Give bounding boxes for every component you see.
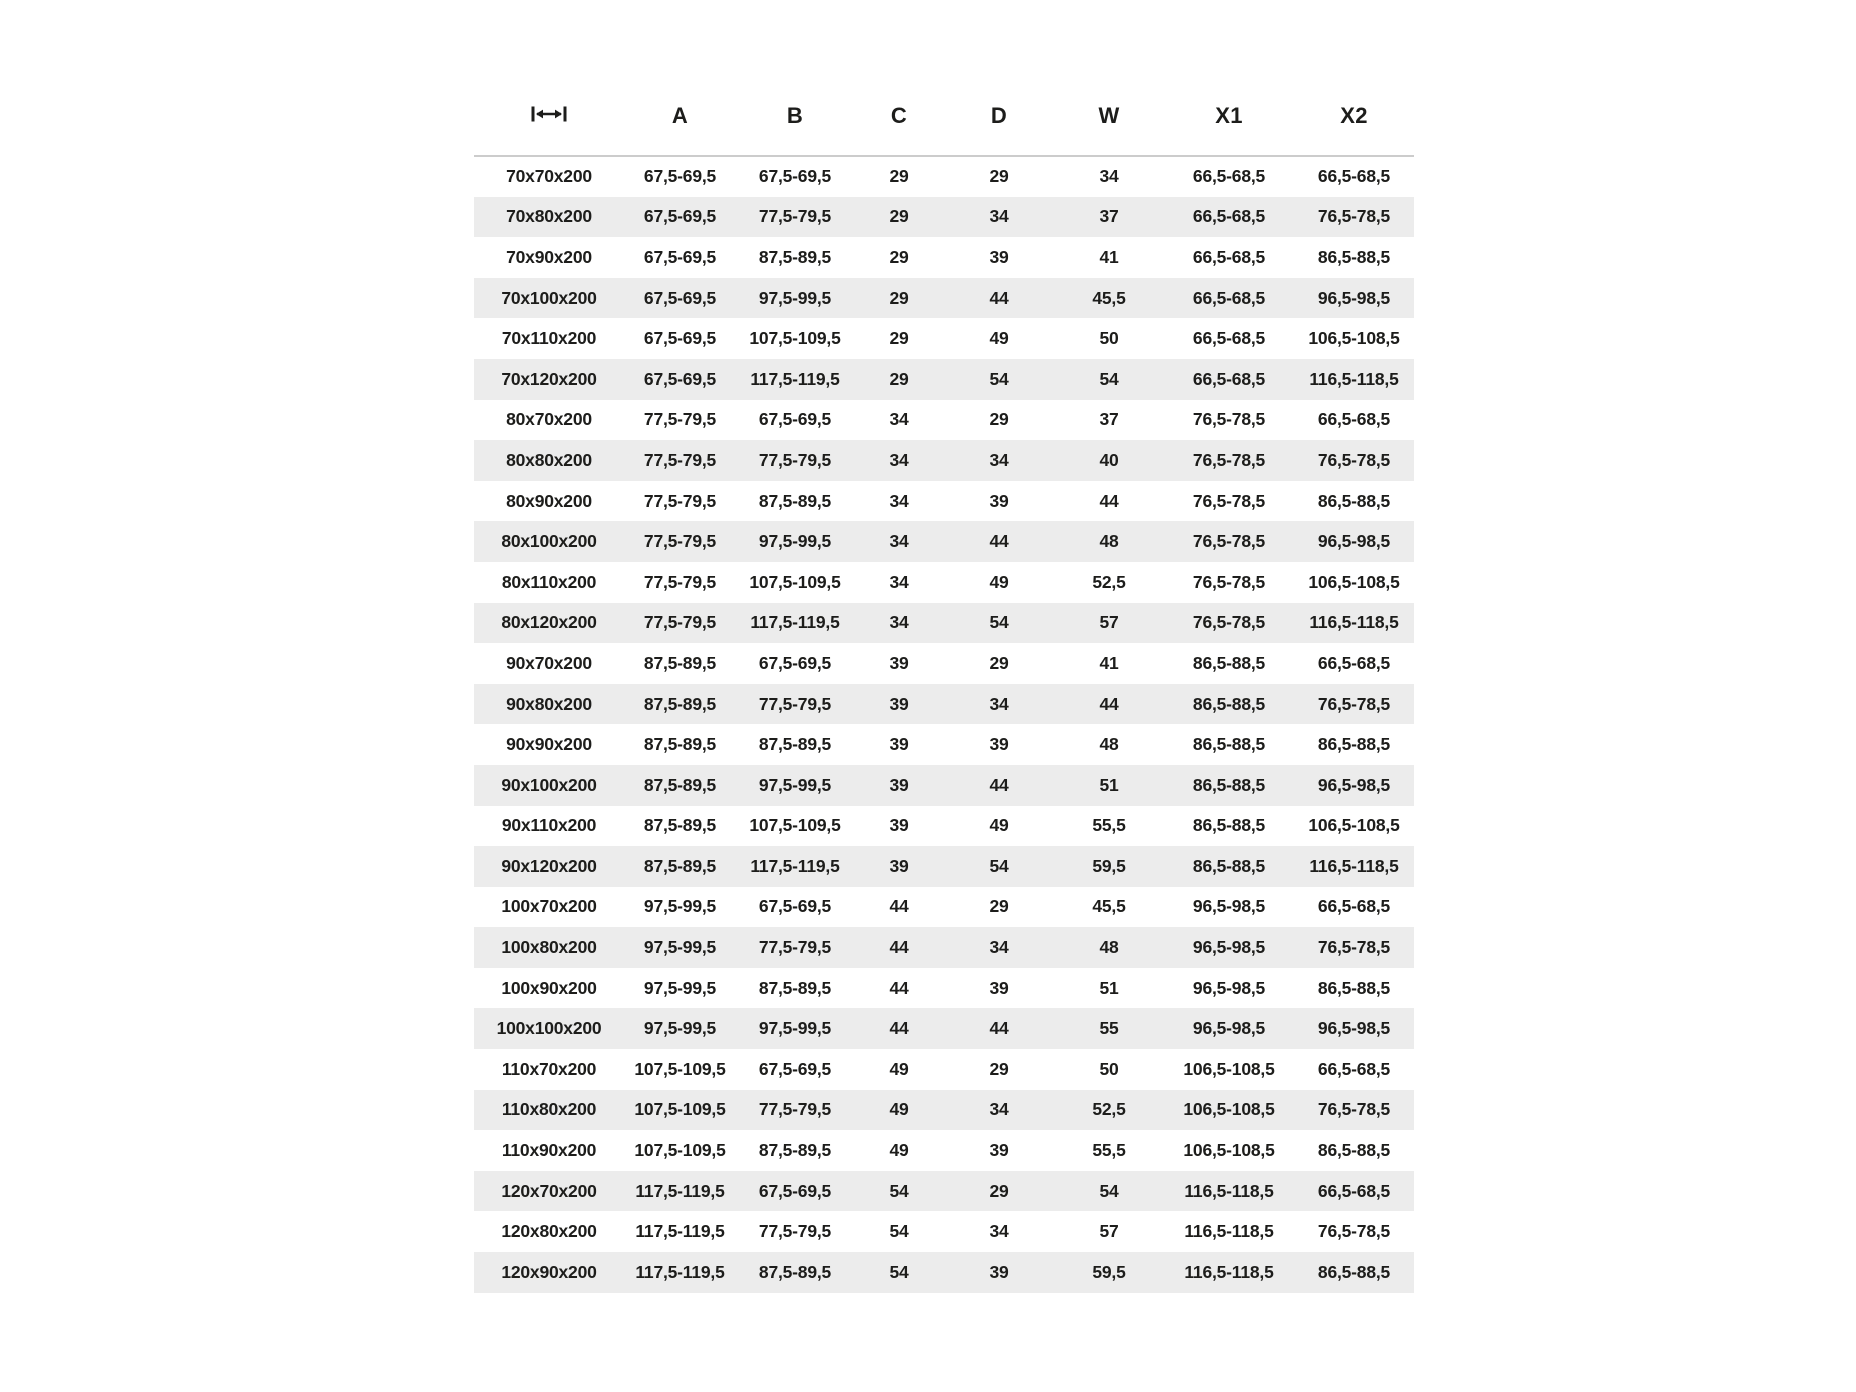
cell-x2: 96,5-98,5 (1317, 531, 1391, 552)
cell-d: 54 (989, 368, 1009, 389)
cell-d: 49 (989, 571, 1009, 592)
table-row (474, 643, 1414, 684)
cell-size: 90x80x200 (506, 693, 592, 714)
cell-x1: 106,5-108,5 (1183, 1099, 1275, 1120)
cell-x1: 106,5-108,5 (1183, 1140, 1275, 1161)
cell-b: 77,5-79,5 (758, 937, 832, 958)
column-header-d: D (944, 76, 1054, 156)
cell-x2: 86,5-88,5 (1317, 490, 1391, 511)
cell-x1: 76,5-78,5 (1192, 531, 1266, 552)
cell-b: 107,5-109,5 (749, 571, 841, 592)
cell-x2: 106,5-108,5 (1308, 571, 1400, 592)
cell-a: 87,5-89,5 (643, 815, 717, 836)
cell-b: 67,5-69,5 (758, 1058, 832, 1079)
cell-c: 44 (889, 977, 909, 998)
cell-x2: 76,5-78,5 (1317, 1221, 1391, 1242)
table-row (474, 562, 1414, 603)
cell-b: 97,5-99,5 (758, 287, 832, 308)
table-row (474, 968, 1414, 1009)
cell-w: 52,5 (1092, 571, 1126, 592)
cell-a: 67,5-69,5 (643, 206, 717, 227)
table-row (474, 156, 1414, 197)
cell-c: 39 (889, 774, 909, 795)
table-row (474, 1171, 1414, 1212)
cell-size: 90x100x200 (501, 774, 597, 795)
table-row (474, 440, 1414, 481)
cell-x2: 106,5-108,5 (1308, 815, 1400, 836)
cell-x2: 76,5-78,5 (1317, 937, 1391, 958)
dimensions-table-container (474, 76, 1414, 1293)
cell-a: 107,5-109,5 (634, 1058, 726, 1079)
cell-c: 39 (889, 693, 909, 714)
cell-w: 55,5 (1092, 1140, 1126, 1161)
cell-c: 34 (889, 490, 909, 511)
cell-size: 90x70x200 (506, 652, 592, 673)
cell-w: 40 (1099, 449, 1119, 470)
cell-b: 87,5-89,5 (758, 1261, 832, 1282)
column-header-x2: X2 (1294, 76, 1414, 156)
cell-b: 107,5-109,5 (749, 328, 841, 349)
cell-w: 50 (1099, 1058, 1119, 1079)
cell-d: 39 (989, 1140, 1009, 1161)
cell-size: 70x120x200 (501, 368, 597, 389)
cell-x2: 86,5-88,5 (1317, 977, 1391, 998)
cell-b: 67,5-69,5 (758, 166, 832, 187)
table-row (474, 1130, 1414, 1171)
cell-x1: 96,5-98,5 (1192, 937, 1266, 958)
cell-a: 117,5-119,5 (635, 1261, 725, 1282)
cell-x1: 86,5-88,5 (1192, 774, 1266, 795)
cell-w: 54 (1099, 1180, 1119, 1201)
cell-a: 87,5-89,5 (643, 774, 717, 795)
cell-d: 29 (989, 1058, 1009, 1079)
cell-x1: 66,5-68,5 (1192, 206, 1266, 227)
cell-x2: 76,5-78,5 (1317, 1099, 1391, 1120)
dimensions-table (474, 76, 1414, 1293)
table-body (474, 156, 1414, 1293)
cell-x2: 86,5-88,5 (1317, 1261, 1391, 1282)
cell-c: 29 (889, 328, 909, 349)
cell-x2: 86,5-88,5 (1317, 246, 1391, 267)
table-row (474, 197, 1414, 238)
cell-x2: 76,5-78,5 (1317, 206, 1391, 227)
cell-w: 34 (1099, 166, 1119, 187)
cell-x1: 96,5-98,5 (1192, 896, 1266, 917)
cell-a: 77,5-79,5 (643, 571, 717, 592)
cell-x2: 116,5-118,5 (1309, 612, 1399, 633)
cell-c: 54 (889, 1261, 909, 1282)
table-row (474, 1008, 1414, 1049)
cell-x2: 66,5-68,5 (1317, 1058, 1391, 1079)
cell-c: 39 (889, 855, 909, 876)
cell-x2: 66,5-68,5 (1317, 896, 1391, 917)
cell-c: 29 (889, 206, 909, 227)
cell-x2: 96,5-98,5 (1317, 1018, 1391, 1039)
cell-size: 80x120x200 (501, 612, 597, 633)
cell-x1: 116,5-118,5 (1184, 1221, 1274, 1242)
cell-size: 120x80x200 (501, 1221, 597, 1242)
cell-c: 49 (889, 1140, 909, 1161)
cell-a: 117,5-119,5 (635, 1180, 725, 1201)
cell-b: 77,5-79,5 (758, 449, 832, 470)
cell-d: 29 (989, 652, 1009, 673)
table-row (474, 724, 1414, 765)
cell-x1: 116,5-118,5 (1184, 1261, 1274, 1282)
cell-size: 100x70x200 (501, 896, 597, 917)
cell-c: 49 (889, 1099, 909, 1120)
cell-d: 44 (989, 774, 1009, 795)
cell-b: 87,5-89,5 (758, 977, 832, 998)
cell-w: 50 (1099, 328, 1119, 349)
cell-d: 49 (989, 328, 1009, 349)
cell-d: 34 (989, 937, 1009, 958)
cell-d: 29 (989, 166, 1009, 187)
cell-a: 77,5-79,5 (643, 409, 717, 430)
cell-w: 51 (1099, 977, 1119, 998)
cell-w: 48 (1099, 937, 1119, 958)
cell-b: 77,5-79,5 (758, 206, 832, 227)
cell-x1: 66,5-68,5 (1192, 368, 1266, 389)
column-header-size (474, 76, 624, 156)
cell-b: 67,5-69,5 (758, 1180, 832, 1201)
cell-w: 48 (1099, 734, 1119, 755)
cell-x2: 116,5-118,5 (1309, 368, 1399, 389)
cell-size: 100x100x200 (496, 1018, 602, 1039)
cell-size: 110x90x200 (501, 1140, 597, 1161)
column-header-w: W (1054, 76, 1164, 156)
cell-c: 29 (889, 368, 909, 389)
table-row (474, 927, 1414, 968)
cell-size: 90x110x200 (501, 815, 597, 836)
cell-d: 29 (989, 1180, 1009, 1201)
cell-b: 87,5-89,5 (758, 246, 832, 267)
cell-size: 70x110x200 (501, 328, 597, 349)
column-header-c: C (854, 76, 944, 156)
cell-x1: 66,5-68,5 (1192, 166, 1266, 187)
table-row (474, 1252, 1414, 1293)
cell-d: 44 (989, 287, 1009, 308)
cell-w: 44 (1099, 490, 1119, 511)
cell-d: 34 (989, 693, 1009, 714)
cell-w: 55,5 (1092, 815, 1126, 836)
cell-b: 97,5-99,5 (758, 531, 832, 552)
cell-d: 39 (989, 977, 1009, 998)
cell-a: 97,5-99,5 (643, 977, 717, 998)
header-row (474, 76, 1414, 156)
cell-x1: 86,5-88,5 (1192, 815, 1266, 836)
cell-size: 80x80x200 (506, 449, 592, 470)
cell-b: 77,5-79,5 (758, 1099, 832, 1120)
table-row (474, 1049, 1414, 1090)
cell-w: 59,5 (1092, 1261, 1126, 1282)
cell-d: 34 (989, 449, 1009, 470)
table-row (474, 400, 1414, 441)
cell-b: 87,5-89,5 (758, 1140, 832, 1161)
cell-size: 100x80x200 (501, 937, 597, 958)
column-header-b: B (736, 76, 854, 156)
cell-x1: 66,5-68,5 (1192, 328, 1266, 349)
cell-size: 80x70x200 (506, 409, 592, 430)
cell-a: 67,5-69,5 (643, 287, 717, 308)
cell-c: 44 (889, 1018, 909, 1039)
cell-x2: 76,5-78,5 (1317, 449, 1391, 470)
cell-x2: 76,5-78,5 (1317, 693, 1391, 714)
cell-d: 34 (989, 1221, 1009, 1242)
cell-size: 90x120x200 (501, 855, 597, 876)
table-row (474, 846, 1414, 887)
cell-a: 97,5-99,5 (643, 937, 717, 958)
cell-x1: 76,5-78,5 (1192, 571, 1266, 592)
cell-d: 54 (989, 612, 1009, 633)
table-row (474, 318, 1414, 359)
cell-w: 41 (1099, 652, 1119, 673)
cell-w: 45,5 (1092, 287, 1126, 308)
cell-w: 45,5 (1092, 896, 1126, 917)
cell-d: 39 (989, 490, 1009, 511)
cell-d: 29 (989, 896, 1009, 917)
cell-x1: 66,5-68,5 (1192, 246, 1266, 267)
cell-b: 77,5-79,5 (758, 693, 832, 714)
cell-w: 59,5 (1092, 855, 1126, 876)
table-row (474, 1211, 1414, 1252)
cell-size: 70x100x200 (501, 287, 597, 308)
cell-d: 34 (989, 1099, 1009, 1120)
cell-size: 80x100x200 (501, 531, 597, 552)
cell-a: 77,5-79,5 (643, 449, 717, 470)
cell-c: 34 (889, 449, 909, 470)
cell-w: 57 (1099, 612, 1119, 633)
cell-w: 51 (1099, 774, 1119, 795)
cell-x1: 66,5-68,5 (1192, 287, 1266, 308)
cell-size: 120x90x200 (501, 1261, 597, 1282)
cell-a: 117,5-119,5 (635, 1221, 725, 1242)
column-header-a: A (624, 76, 736, 156)
cell-a: 77,5-79,5 (643, 612, 717, 633)
table-row (474, 237, 1414, 278)
cell-c: 34 (889, 571, 909, 592)
cell-a: 67,5-69,5 (643, 368, 717, 389)
cell-w: 54 (1099, 368, 1119, 389)
cell-w: 37 (1099, 409, 1119, 430)
cell-w: 55 (1099, 1018, 1119, 1039)
cell-x1: 76,5-78,5 (1192, 612, 1266, 633)
cell-x1: 86,5-88,5 (1192, 652, 1266, 673)
cell-size: 70x90x200 (506, 246, 592, 267)
cell-x1: 106,5-108,5 (1183, 1058, 1275, 1079)
cell-x1: 86,5-88,5 (1192, 734, 1266, 755)
cell-d: 39 (989, 246, 1009, 267)
cell-b: 117,5-119,5 (750, 612, 840, 633)
cell-w: 41 (1099, 246, 1119, 267)
cell-b: 87,5-89,5 (758, 734, 832, 755)
cell-a: 87,5-89,5 (643, 652, 717, 673)
cell-b: 117,5-119,5 (750, 855, 840, 876)
cell-a: 97,5-99,5 (643, 1018, 717, 1039)
cell-size: 80x90x200 (506, 490, 592, 511)
cell-b: 87,5-89,5 (758, 490, 832, 511)
cell-b: 67,5-69,5 (758, 409, 832, 430)
cell-w: 48 (1099, 531, 1119, 552)
cell-size: 70x70x200 (506, 166, 592, 187)
cell-x1: 96,5-98,5 (1192, 977, 1266, 998)
cell-x2: 116,5-118,5 (1309, 855, 1399, 876)
cell-size: 120x70x200 (501, 1180, 597, 1201)
cell-x2: 66,5-68,5 (1317, 409, 1391, 430)
cell-c: 34 (889, 612, 909, 633)
cell-b: 97,5-99,5 (758, 1018, 832, 1039)
table-row (474, 806, 1414, 847)
cell-c: 54 (889, 1180, 909, 1201)
cell-x2: 86,5-88,5 (1317, 1140, 1391, 1161)
cell-size: 110x70x200 (501, 1058, 597, 1079)
cell-b: 117,5-119,5 (750, 368, 840, 389)
cell-d: 49 (989, 815, 1009, 836)
cell-a: 77,5-79,5 (643, 490, 717, 511)
cell-x2: 66,5-68,5 (1317, 1180, 1391, 1201)
cell-b: 107,5-109,5 (749, 815, 841, 836)
cell-b: 77,5-79,5 (758, 1221, 832, 1242)
cell-c: 34 (889, 409, 909, 430)
cell-d: 29 (989, 409, 1009, 430)
cell-a: 97,5-99,5 (643, 896, 717, 917)
table-row (474, 1090, 1414, 1131)
cell-b: 67,5-69,5 (758, 652, 832, 673)
cell-x1: 76,5-78,5 (1192, 449, 1266, 470)
cell-a: 67,5-69,5 (643, 328, 717, 349)
cell-d: 34 (989, 206, 1009, 227)
cell-w: 52,5 (1092, 1099, 1126, 1120)
cell-c: 39 (889, 652, 909, 673)
cell-c: 54 (889, 1221, 909, 1242)
cell-c: 39 (889, 734, 909, 755)
cell-a: 87,5-89,5 (643, 734, 717, 755)
table-row (474, 684, 1414, 725)
cell-size: 90x90x200 (506, 734, 592, 755)
table-row (474, 278, 1414, 319)
cell-w: 44 (1099, 693, 1119, 714)
cell-x1: 76,5-78,5 (1192, 409, 1266, 430)
cell-size: 100x90x200 (501, 977, 597, 998)
cell-x1: 116,5-118,5 (1184, 1180, 1274, 1201)
cell-size: 110x80x200 (501, 1099, 597, 1120)
cell-c: 44 (889, 896, 909, 917)
table-row (474, 521, 1414, 562)
table-row (474, 603, 1414, 644)
cell-b: 97,5-99,5 (758, 774, 832, 795)
cell-a: 67,5-69,5 (643, 166, 717, 187)
cell-x1: 86,5-88,5 (1192, 855, 1266, 876)
cell-size: 70x80x200 (506, 206, 592, 227)
cell-a: 77,5-79,5 (643, 531, 717, 552)
cell-a: 107,5-109,5 (634, 1099, 726, 1120)
cell-x1: 76,5-78,5 (1192, 490, 1266, 511)
cell-x2: 96,5-98,5 (1317, 287, 1391, 308)
table-row (474, 765, 1414, 806)
cell-d: 54 (989, 855, 1009, 876)
cell-x2: 86,5-88,5 (1317, 734, 1391, 755)
cell-x2: 66,5-68,5 (1317, 166, 1391, 187)
cell-x1: 96,5-98,5 (1192, 1018, 1266, 1039)
cell-a: 87,5-89,5 (643, 693, 717, 714)
cell-w: 57 (1099, 1221, 1119, 1242)
table-row (474, 481, 1414, 522)
cell-x2: 96,5-98,5 (1317, 774, 1391, 795)
table-row (474, 359, 1414, 400)
cell-size: 80x110x200 (501, 571, 597, 592)
cell-c: 29 (889, 287, 909, 308)
cell-c: 44 (889, 937, 909, 958)
cell-c: 49 (889, 1058, 909, 1079)
cell-c: 39 (889, 815, 909, 836)
width-dimension-icon (531, 103, 567, 129)
cell-c: 29 (889, 166, 909, 187)
cell-a: 107,5-109,5 (634, 1140, 726, 1161)
cell-x2: 66,5-68,5 (1317, 652, 1391, 673)
cell-b: 67,5-69,5 (758, 896, 832, 917)
cell-w: 37 (1099, 206, 1119, 227)
cell-d: 44 (989, 531, 1009, 552)
cell-x1: 86,5-88,5 (1192, 693, 1266, 714)
cell-c: 29 (889, 246, 909, 267)
cell-c: 34 (889, 531, 909, 552)
cell-x2: 106,5-108,5 (1308, 328, 1400, 349)
cell-d: 39 (989, 734, 1009, 755)
cell-d: 44 (989, 1018, 1009, 1039)
cell-d: 39 (989, 1261, 1009, 1282)
table-row (474, 887, 1414, 928)
column-header-x1: X1 (1164, 76, 1294, 156)
cell-a: 87,5-89,5 (643, 855, 717, 876)
cell-a: 67,5-69,5 (643, 246, 717, 267)
